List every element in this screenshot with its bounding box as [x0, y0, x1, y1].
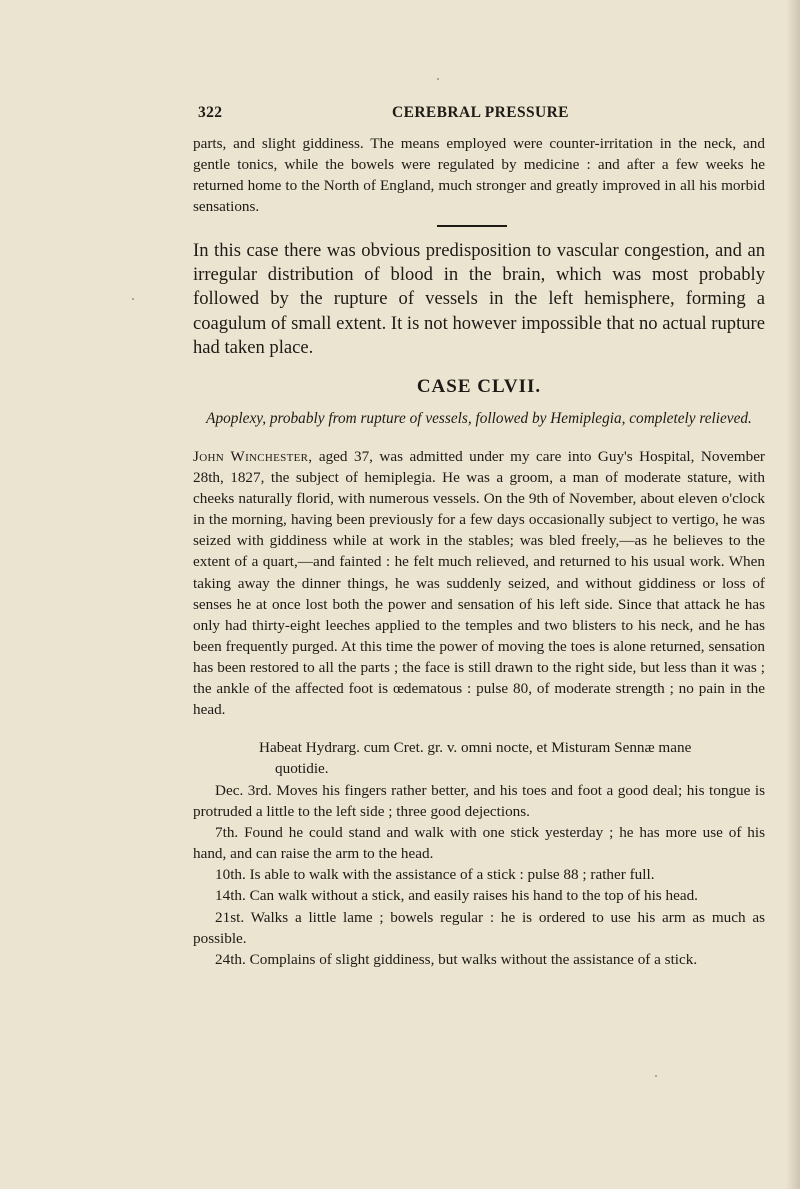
case-entry: 24th. Complains of slight giddiness, but walks without the assistance of a stick.: [215, 950, 698, 968]
page-edge-shadow: [786, 0, 800, 1189]
paper-speck: [655, 1075, 657, 1077]
case-history-paragraph: [193, 446, 765, 720]
page-number: 322: [198, 104, 223, 121]
continued-paragraph: parts, and slight giddiness. The means employed were counter-irritation in the neck, and gentle tonics, while the bowels were regulated by medicine : and after a few weeks he returned home to the North of England, much stronger and greatly improved in all his morbid sensations.: [193, 135, 765, 216]
running-head: CEREBRAL PRESSURE: [392, 104, 569, 121]
case-entries-list: [193, 780, 765, 970]
prescription-line-2: quotidie.: [275, 760, 329, 778]
case-title: CASE CLVII.: [416, 376, 542, 397]
section-divider-rule: [437, 225, 507, 227]
case-entry: Dec. 3rd. Moves his fingers rather better, and his toes and foot a good deal; his tongue is protruded a little to the left side ; three good dejections.: [193, 782, 765, 821]
case-entry: 7th. Found he could stand and walk with one stick yesterday ; he has more use of his hand, and can raise the arm to the head.: [193, 824, 765, 863]
case-entry: 14th. Can walk without a stick, and easily raises his hand to the top of his head.: [215, 887, 698, 905]
case-entry: 10th. Is able to walk with the assistance of a stick : pulse 88 ; rather full.: [215, 866, 655, 884]
paper-speck: [437, 78, 439, 80]
prescription: [259, 737, 767, 779]
page-header: [198, 104, 764, 124]
case-entry: 21st. Walks a little lame ; bowels regular : he is ordered to use his arm as much as possible.: [193, 908, 765, 947]
paper-speck: [132, 298, 134, 300]
patient-name: John Winchester,: [193, 448, 313, 465]
summary-paragraph: In this case there was obvious predisposition to vascular congestion, and an irregular distribution of blood in the brain, which was most probably followed by the rupture of vessels in the left hemisphere, forming a coagulum of small extent. It is not however impossible that no actual rupture had taken place.: [193, 240, 765, 358]
prescription-line-1: Habeat Hydrarg. cum Cret. gr. v. omni nocte, et Misturam Sennæ mane: [259, 739, 692, 756]
case-subtitle: Apoplexy, probably from rupture of vessels, followed by Hemiplegia, completely relieved.: [206, 410, 752, 427]
case-history-text: aged 37, was admitted under my care into Guy's Hospital, November 28th, 1827, the subject of hemiplegia. He was a groom, a man of moderate stature, with cheeks naturally florid, with numerous vessels. On the 9th of November, about eleven o'clock in the morning, having been previously for a few days occasionally subject to vertigo, he was seized with giddiness while at work in the stables; was bled freely,—as he believes to the extent of a quart,—and fainted : he felt much relieved, and returned to his usual work. When taking away the dinner things, he was suddenly seized, and without giddiness or loss of senses he at once lost both the power and sensation of his left side. Since that attack he has only had thirty-eight leeches applied to the temples and two blisters to his neck, and he has been frequently purged. At this time the power of moving the toes is alone returned, sensation has been restored to all the parts ; the face is still drawn to the right side, but less than it was ; the ankle of the affected foot is œdematous : pulse 80, of moderate strength ; no pain in the head.: [193, 448, 765, 719]
